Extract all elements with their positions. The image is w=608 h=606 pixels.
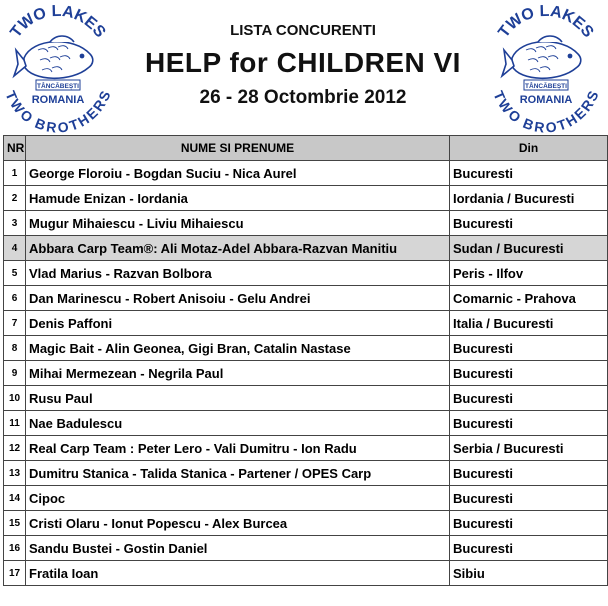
row-number: 16 xyxy=(4,536,26,561)
table-row xyxy=(4,336,608,361)
row-number: 13 xyxy=(4,461,26,486)
row-number: 1 xyxy=(4,161,26,186)
row-number: 8 xyxy=(4,336,26,361)
row-name: Fratila Ioan xyxy=(26,561,450,586)
table-row xyxy=(4,561,608,586)
event-title: HELP for CHILDREN VI xyxy=(145,47,461,78)
row-number: 5 xyxy=(4,261,26,286)
column-header-din: Din xyxy=(450,136,608,161)
row-number: 15 xyxy=(4,511,26,536)
row-origin: Bucuresti xyxy=(450,211,608,236)
row-number: 3 xyxy=(4,211,26,236)
row-number: 4 xyxy=(4,236,26,261)
row-name: Vlad Marius - Razvan Bolbora xyxy=(26,261,450,286)
svg-text:TWO BROTHERS: TWO BROTHERS xyxy=(2,88,114,134)
table-row xyxy=(4,186,608,211)
table-row xyxy=(4,361,608,386)
row-number: 9 xyxy=(4,361,26,386)
event-dates: 26 - 28 Octombrie 2012 xyxy=(199,87,407,108)
column-header-name: NUME SI PRENUME xyxy=(26,136,450,161)
list-subtitle: LISTA CONCURENTI xyxy=(230,22,376,39)
row-name: George Floroiu - Bogdan Suciu - Nica Aurel xyxy=(26,161,450,186)
table-row xyxy=(4,311,608,336)
row-name: Dan Marinescu - Robert Anisoiu - Gelu Andrei xyxy=(26,286,450,311)
row-number: 2 xyxy=(4,186,26,211)
svg-text:TÂNCĂBEȘTI: TÂNCĂBEȘTI xyxy=(37,83,79,90)
svg-text:TÂNCĂBEȘTI: TÂNCĂBEȘTI xyxy=(525,83,567,90)
row-number: 6 xyxy=(4,286,26,311)
row-name: Nae Badulescu xyxy=(26,411,450,436)
row-origin: Bucuresti xyxy=(450,486,608,511)
row-name: Cipoc xyxy=(26,486,450,511)
row-name: Magic Bait - Alin Geonea, Gigi Bran, Catalin Nastase xyxy=(26,336,450,361)
row-origin: Peris - Ilfov xyxy=(450,261,608,286)
table-row xyxy=(4,261,608,286)
row-origin: Bucuresti xyxy=(450,161,608,186)
row-name: Mugur Mihaiescu - Liviu Mihaiescu xyxy=(26,211,450,236)
table-row xyxy=(4,211,608,236)
row-number: 11 xyxy=(4,411,26,436)
row-origin: Bucuresti xyxy=(450,411,608,436)
table-row xyxy=(4,161,608,186)
row-name: Sandu Bustei - Gostin Daniel xyxy=(26,536,450,561)
row-name: Abbara Carp Team®: Ali Motaz-Adel Abbara-Razvan Manitiu xyxy=(26,236,450,261)
svg-text:ROMANIA: ROMANIA xyxy=(31,94,85,106)
svg-text:ROMANIA: ROMANIA xyxy=(519,94,573,106)
competitors-table xyxy=(3,135,608,586)
table-row xyxy=(4,536,608,561)
row-name: Dumitru Stanica - Talida Stanica - Partener / OPES Carp xyxy=(26,461,450,486)
table-row xyxy=(4,286,608,311)
table-row xyxy=(4,411,608,436)
row-origin: Sibiu xyxy=(450,561,608,586)
table-header-row xyxy=(4,136,608,161)
header xyxy=(0,0,608,136)
row-name: Denis Paffoni xyxy=(26,311,450,336)
row-number: 14 xyxy=(4,486,26,511)
table-row xyxy=(4,236,608,261)
table-row xyxy=(4,486,608,511)
row-number: 10 xyxy=(4,386,26,411)
row-name: Rusu Paul xyxy=(26,386,450,411)
table-row xyxy=(4,436,608,461)
row-number: 12 xyxy=(4,436,26,461)
row-name: Mihai Mermezean - Negrila Paul xyxy=(26,361,450,386)
svg-text:TWO LAKES: TWO LAKES xyxy=(7,2,109,41)
row-origin: Sudan / Bucuresti xyxy=(450,236,608,261)
row-origin: Bucuresti xyxy=(450,361,608,386)
title-block xyxy=(120,0,486,109)
row-origin: Bucuresti xyxy=(450,386,608,411)
row-name: Hamude Enizan - Iordania xyxy=(26,186,450,211)
table-row xyxy=(4,386,608,411)
table-row xyxy=(4,511,608,536)
row-origin: Bucuresti xyxy=(450,336,608,361)
row-number: 7 xyxy=(4,311,26,336)
column-header-nr: NR xyxy=(4,136,26,161)
row-origin: Italia / Bucuresti xyxy=(450,311,608,336)
row-name: Cristi Olaru - Ionut Popescu - Alex Burcea xyxy=(26,511,450,536)
two-lakes-logo-left xyxy=(2,2,114,134)
row-origin: Bucuresti xyxy=(450,461,608,486)
table-row xyxy=(4,461,608,486)
svg-text:TWO LAKES: TWO LAKES xyxy=(495,2,597,41)
two-lakes-logo-right xyxy=(490,2,602,134)
row-origin: Comarnic - Prahova xyxy=(450,286,608,311)
row-origin: Iordania / Bucuresti xyxy=(450,186,608,211)
row-origin: Bucuresti xyxy=(450,536,608,561)
row-origin: Serbia / Bucuresti xyxy=(450,436,608,461)
row-name: Real Carp Team : Peter Lero - Vali Dumitru - Ion Radu xyxy=(26,436,450,461)
svg-text:TWO BROTHERS: TWO BROTHERS xyxy=(490,88,602,134)
row-number: 17 xyxy=(4,561,26,586)
row-origin: Bucuresti xyxy=(450,511,608,536)
